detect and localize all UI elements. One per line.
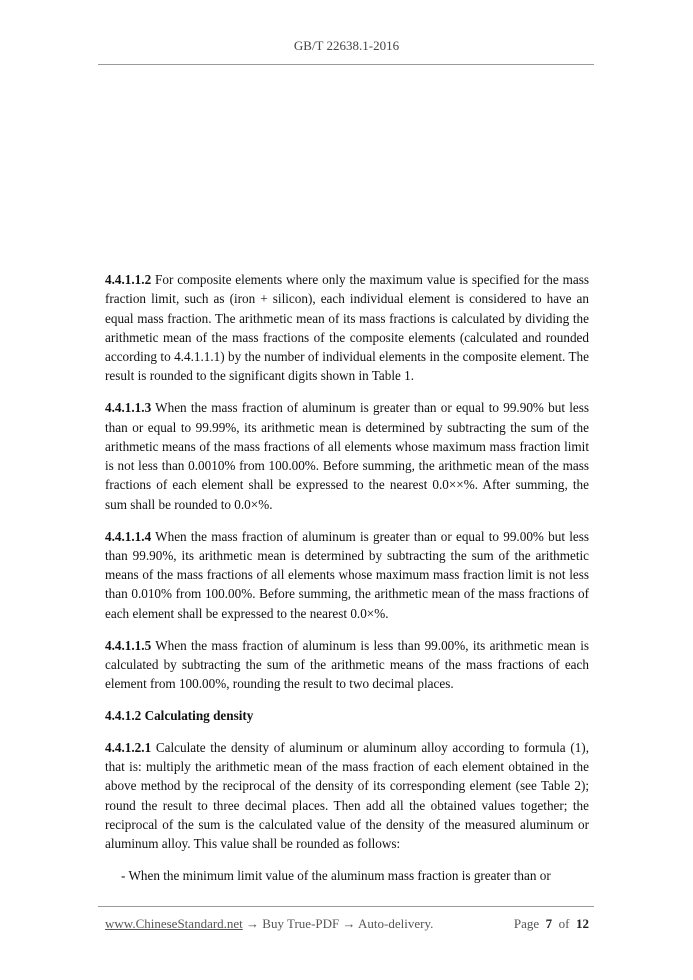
page-number: Page 7 of 12 (513, 916, 589, 931)
clause-number: 4.4.1.1.5 (105, 637, 152, 653)
clause-text: For composite elements where only the maximum value is specified for the mass fraction limit, such as (iron + silicon), each individual element is considered to have an equal mass fraction. The arithmetic mean of its mass fractions is calculated by dividing the arithmetic mean of the mass fractions of the composite elements (calculated and rounded according to 4.4.1.1.1) by the number of individual elements in the composite element. The result is rounded to the significant digits shown in Table 1. (105, 272, 589, 384)
arrow-icon: → (246, 916, 260, 931)
clause-number: 4.4.1.1.4 (105, 528, 152, 544)
clause-4-4-1-2-1 (105, 738, 589, 854)
auto-delivery-text: Auto-delivery. (355, 916, 434, 931)
clause-4-4-1-1-3 (105, 398, 589, 514)
header-divider (98, 64, 594, 65)
buy-text: Buy True-PDF (259, 916, 343, 931)
document-body (105, 270, 589, 885)
current-page: 7 (545, 916, 553, 931)
site-link[interactable]: www.ChineseStandard.net (105, 916, 243, 931)
clause-4-4-1-1-4 (105, 527, 589, 623)
clause-text: When the mass fraction of aluminum is less than 99.00%, its arithmetic mean is calculated by subtracting the sum of the arithmetic means of the mass fractions of each element from 100.00%, rounding the result to two decimal places. (105, 637, 589, 692)
clause-number: 4.4.1.1.3 (105, 400, 152, 416)
section-heading: 4.4.1.2 Calculating density (105, 707, 254, 723)
arrow-icon: → (342, 916, 356, 931)
clause-number: 4.4.1.2.1 (105, 739, 152, 755)
footer-divider (98, 906, 594, 907)
clause-text: When the mass fraction of aluminum is greater than or equal to 99.00% but less than 99.90%, its arithmetic mean is determined by subtracting the sum of the arithmetic means of the mass fractions of all elements whose maximum mass fraction limit is not less than 0.010% from 100.00%. Before summing, the arithmetic mean of the mass fractions of each element shall be expressed to the nearest 0.0×%. (105, 528, 589, 621)
clause-4-4-1-1-5 (105, 636, 589, 694)
bullet-item: - When the minimum limit value of the aluminum mass fraction is greater than or (121, 868, 551, 884)
footer-links (105, 916, 433, 932)
clause-number: 4.4.1.1.2 (105, 272, 152, 287)
page-footer (105, 916, 589, 932)
clause-4-4-1-1-2 (105, 270, 589, 386)
total-pages: 12 (576, 916, 589, 931)
clause-text: When the mass fraction of aluminum is greater than or equal to 99.90% but less than or equal to 99.99%, its arithmetic mean is determined by subtracting the sum of the arithmetic means of the mass fractions of all elements whose maximum mass fraction limit is not less than 0.0010% from 100.00%. Before summing, the arithmetic mean of the mass fractions of each element shall be expressed to the nearest 0.0××%. After summing, the sum shall be rounded to 0.0×%. (105, 400, 589, 512)
running-header: GB/T 22638.1-2016 (293, 38, 400, 53)
clause-text: Calculate the density of aluminum or aluminum alloy according to formula (1), that is: multiply the arithmetic mean of the mass fraction of each element obtained in the above method by the reciprocal of the density of its corresponding element (see Table 2); round the result to three decimal places. Then add all the obtained values together; the reciprocal of the sum is the calculated value of the density of the measured aluminum or aluminum alloy. This value shall be rounded as follows: (105, 739, 589, 852)
